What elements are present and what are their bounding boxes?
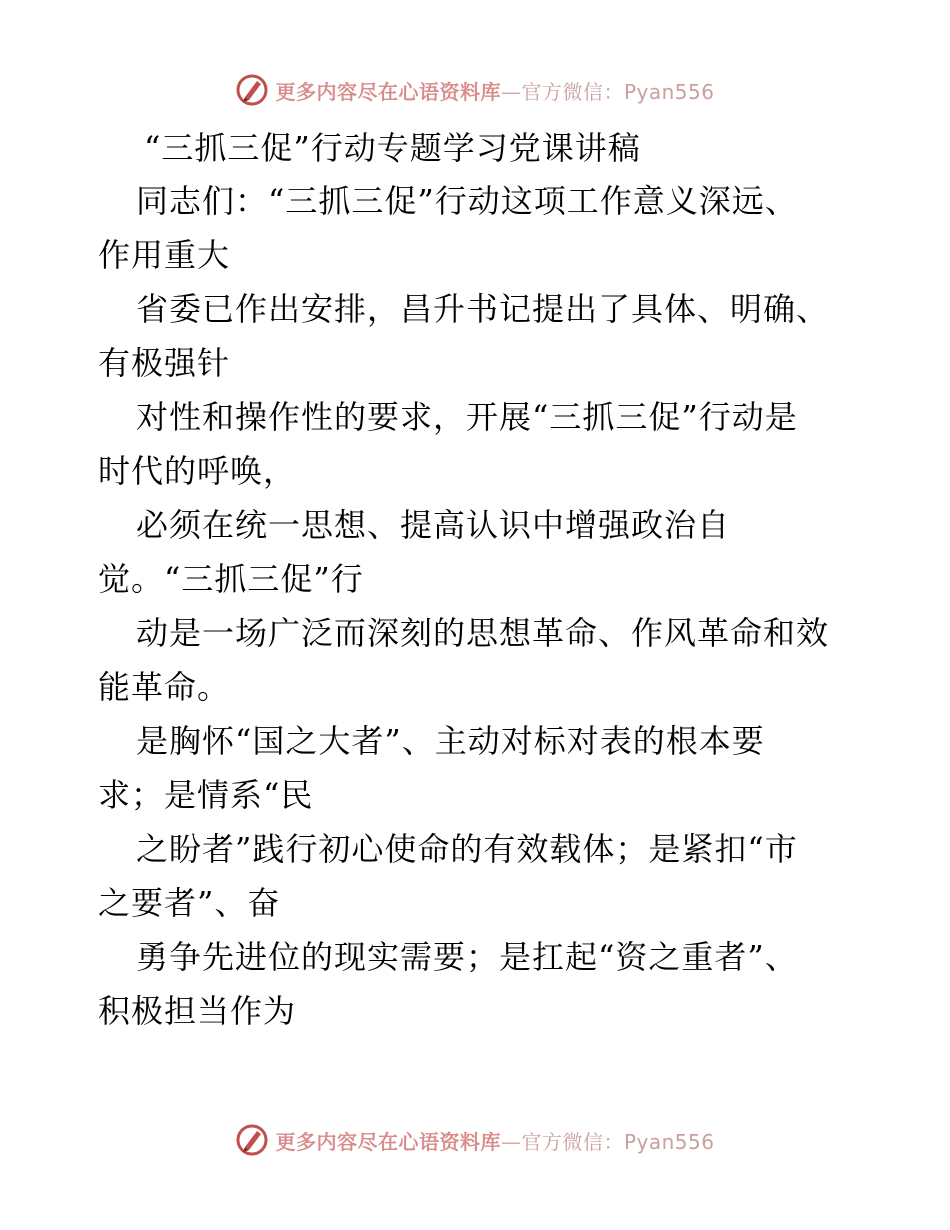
paragraph-line: 求；是情系“民 [98,776,314,814]
paragraph-line: 是胸怀“国之大者”、主动对标对表的根本要 [136,722,765,760]
watermark-header [0,70,950,110]
watermark-brand: 更多内容尽在心语资料库 [275,1129,501,1154]
paragraph-line: 觉。“三抓三促”行 [98,560,364,598]
watermark-separator: — [500,79,522,104]
document-title: “三抓三促”行动专题学习党课讲稿 [144,129,641,167]
paragraph [98,822,858,930]
paragraph [98,282,858,390]
paragraph [98,930,858,1038]
paragraph-line: 时代的呼唤， [98,452,297,490]
pen-logo-icon [235,1123,269,1157]
paragraph-line: 作用重大 [98,236,231,274]
paragraph [98,390,858,498]
paragraph-line: 对性和操作性的要求，开展“三抓三促”行动是 [136,398,798,436]
paragraph [98,174,858,282]
paragraph-line: 能革命。 [98,668,231,706]
paragraph [98,714,858,822]
paragraph-line: 勇争先进位的现实需要；是扛起“资之重者”、 [136,938,798,976]
paragraph-line: 之要者”、奋 [98,884,281,922]
paragraph-line: 省委已作出安排，昌升书记提出了具体、明确、 [136,290,830,328]
paragraph-line: 积极担当作为 [98,992,297,1030]
paragraph-line: 有极强针 [98,344,231,382]
paragraph [98,498,858,606]
watermark-contact: 官方微信：Pyan556 [521,1129,715,1154]
paragraph-line: 之盼者”践行初心使命的有效载体；是紧扣“市 [136,830,798,868]
paragraph [98,606,858,714]
watermark-separator: — [500,1129,522,1154]
watermark-contact: 官方微信：Pyan556 [521,79,715,104]
watermark-brand: 更多内容尽在心语资料库 [275,79,501,104]
paragraph-line: 必须在统一思想、提高认识中增强政治自 [136,506,731,544]
watermark-text [275,76,714,105]
document-body [98,122,858,1038]
paragraph-line: 同志们：“三抓三促”行动这项工作意义深远、 [136,182,798,220]
paragraph-line: 动是一场广泛而深刻的思想革命、作风革命和效 [136,614,830,652]
watermark-footer [0,1120,950,1160]
pen-logo-icon [235,73,269,107]
watermark-text [275,1126,714,1155]
